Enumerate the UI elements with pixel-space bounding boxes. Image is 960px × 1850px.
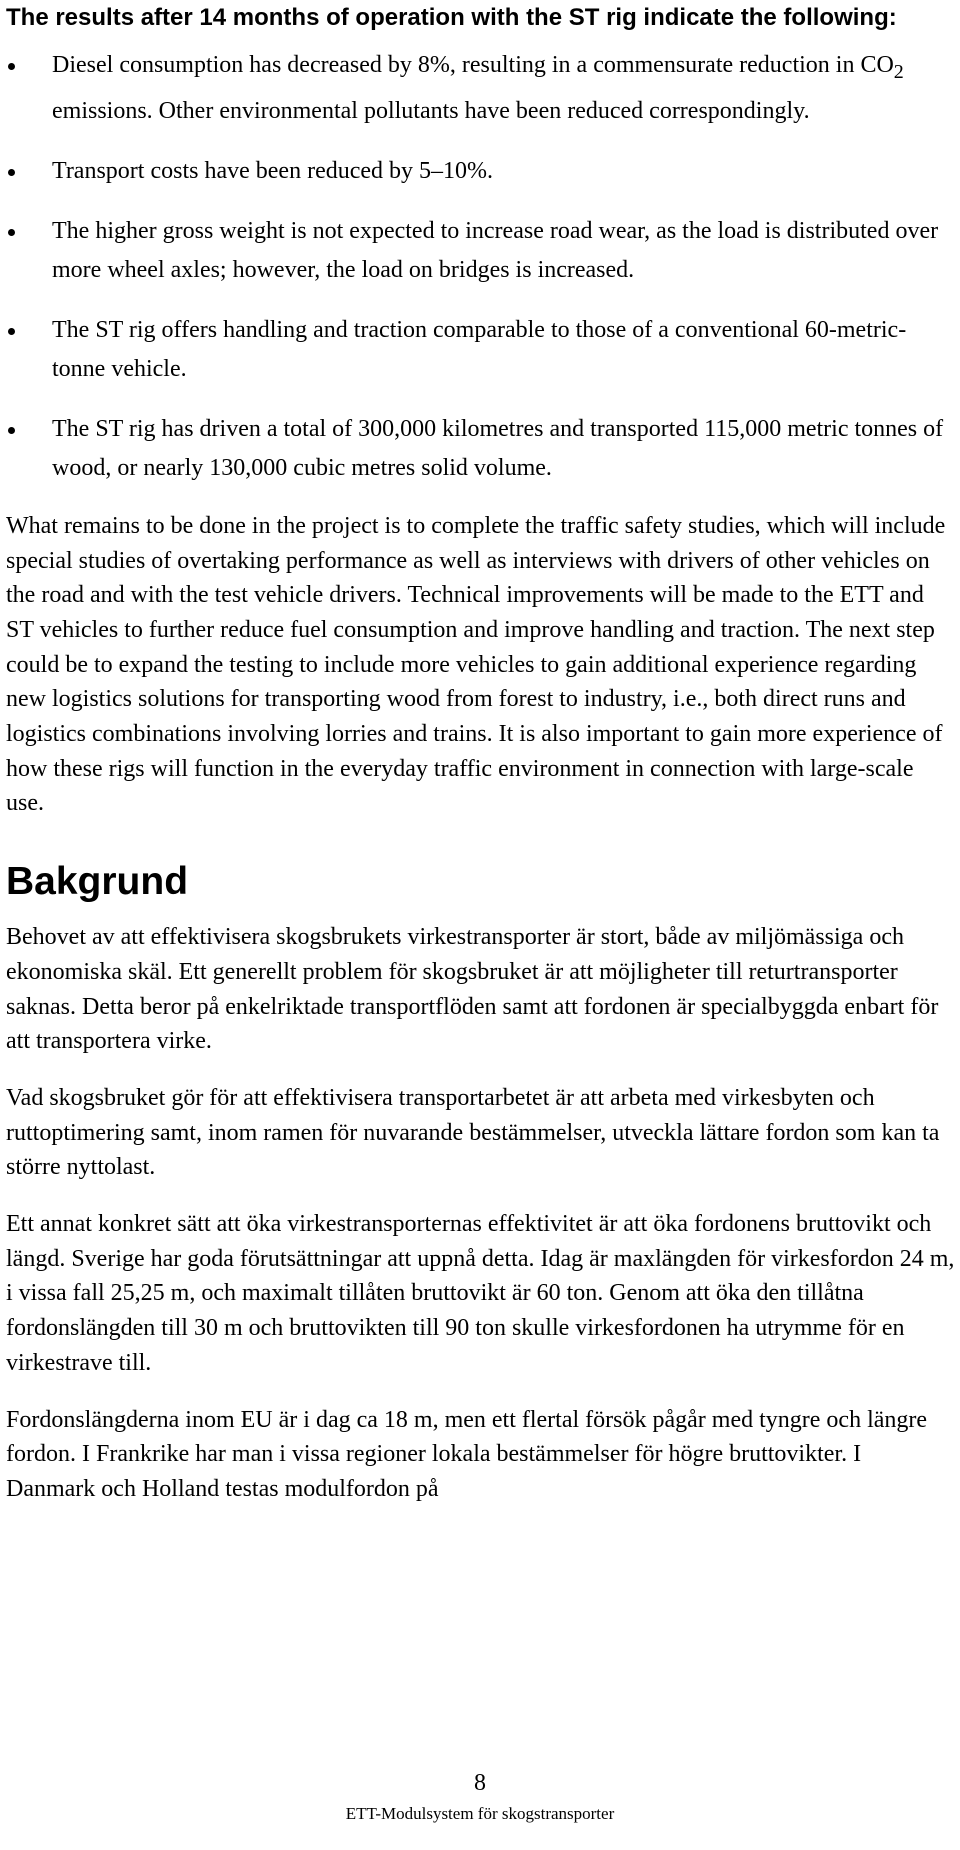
paragraph-remaining-work: What remains to be done in the project is to complete the traffic safety studies, which will include special studies of overtaking performance as well as interviews with drivers of other vehicles on the road and with the test vehicle drivers. Technical improvements will be made to the ETT and ST vehicles to further reduce fuel consumption and improve handling and traction. The next step could be to expand the testing to include more vehicles to gain additional experience regarding new logistics solutions for transporting wood from forest to industry, i.e., both direct runs and logistics combinations involving lorries and trains. It is also important to gain more experience of how these rigs will function in the everyday traffic environment in connection with large-scale use. (6, 512, 946, 817)
bullet-text: The ST rig offers handling and traction comparable to those of a conventional 60-metric-tonne vehicle. (52, 316, 907, 382)
document-page (6, 0, 956, 1507)
bullet-text-part: Diesel consumption has decreased by 8%, resulting in a commensurate reduction in CO (52, 52, 894, 78)
bullet-icon (8, 427, 15, 434)
paragraph: Vad skogsbruket gör för att effektivisera transportarbetet är att arbeta med virkesbyten och ruttoptimering samt, inom ramen för nuvarande bestämmelser, utveckla lättare fordon som kan ta större nyttolast. (6, 1084, 940, 1181)
section-heading-bakgrund: Bakgrund (6, 860, 189, 904)
bullet-icon (8, 169, 15, 176)
subscript-2: 2 (893, 60, 904, 83)
list-item (6, 152, 956, 191)
bullet-icon (8, 63, 15, 70)
paragraph: Fordonslängderna inom EU är i dag ca 18 m, men ett flertal försök pågår med tyngre och längre fordon. I Frankrike har man i vissa regioner lokala bestämmelser för högre bruttovikter. I Danmark och Holland testas modulfordon på (6, 1406, 928, 1502)
results-list (6, 46, 956, 488)
list-item (6, 311, 956, 389)
bullet-icon (8, 328, 15, 335)
list-item (6, 212, 956, 290)
intro-heading: The results after 14 months of operation with the ST rig indicate the following: (6, 4, 897, 31)
list-item (6, 46, 956, 131)
bullet-text: The ST rig has driven a total of 300,000 kilometres and transported 115,000 metric tonnes of wood, or nearly 130,000 cubic metres solid volume. (52, 415, 944, 481)
footer-title: ETT-Modulsystem för skogstransporter (345, 1804, 615, 1823)
bullet-text-part: emissions. Other environmental pollutants have been reduced correspondingly. (52, 97, 810, 124)
paragraph: Behovet av att effektivisera skogsbrukets virkestransporter är stort, både av miljömässiga och ekonomiska skäl. Ett generellt problem för skogsbruket är att möjligheter till returtransporter saknas. Detta beror på enkelriktade transportflöden samt att fordonen är specialbyggda enbart för att transportera virke. (6, 924, 939, 1055)
list-item (6, 410, 956, 488)
bullet-text: Transport costs have been reduced by 5–10%. (52, 157, 494, 184)
page-number: 8 (474, 1770, 486, 1796)
bullet-text: The higher gross weight is not expected to increase road wear, as the load is distributed over more wheel axles; however, the load on bridges is increased. (52, 217, 939, 283)
paragraph: Ett annat konkret sätt att öka virkestransporternas effektivitet är att öka fordonens bruttovikt och längd. Sverige har goda förutsättningar att uppnå detta. Idag är maxlängden för virkesfordon 24 m, i vissa fall 25,25 m, och maximalt tillåten bruttovikt är 60 ton. Genom att öka den tillåtna fordonslängden till 30 m och bruttovikten till 90 ton skulle virkesfordonen ha utrymme för en virkestrave till. (6, 1211, 955, 1376)
bullet-icon (8, 229, 15, 236)
